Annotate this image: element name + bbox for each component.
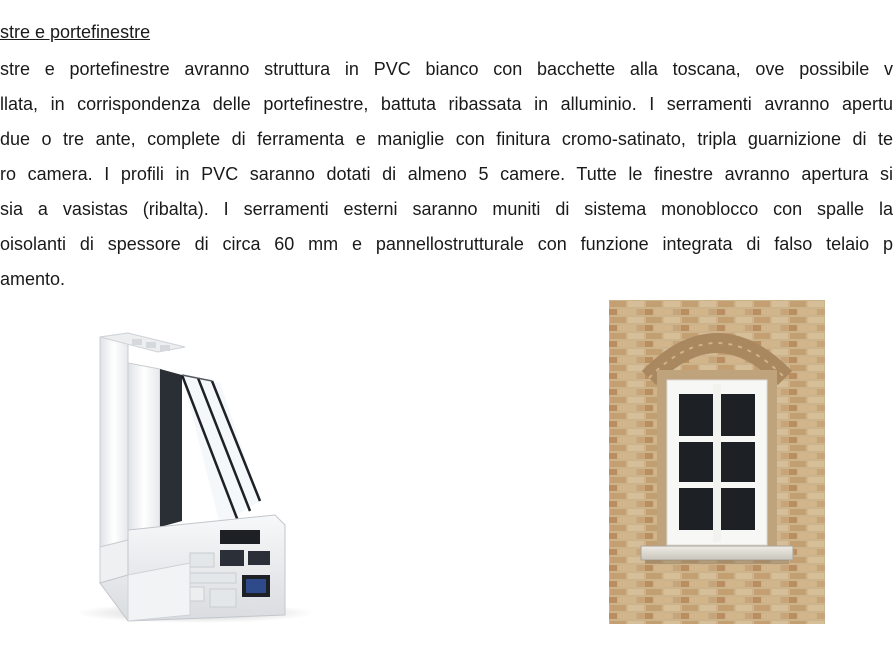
paragraph-line-4: ro camera. I profili in PVC saranno dotati di almeno 5 camere. Tutte le finestre avranno apertura si xyxy=(0,164,893,184)
paragraph-line-1: stre e portefinestre avranno struttura in PVC bianco con bacchette alla toscana, ove possibile v xyxy=(0,59,893,79)
paragraph-line-7: amento. xyxy=(0,269,66,289)
brick-wall-window-image xyxy=(609,300,825,624)
paragraph-line-5: sia a vasistas (ribalta). I serramenti esterni saranno muniti di sistema monoblocco con spalle la xyxy=(0,199,893,219)
paragraph-line-6: oisolanti di spessore di circa 60 mm e pannellostrutturale con funzione integrata di falso telaio p xyxy=(0,234,893,254)
paragraph-line-3: due o tre ante, complete di ferramenta e maniglie con finitura cromo-satinato, tripla guarnizione di te xyxy=(0,129,893,149)
paragraph-line-2: llata, in corrispondenza delle portefinestre, battuta ribassata in alluminio. I serramenti avranno apertu xyxy=(0,94,893,114)
pvc-profile-image xyxy=(70,325,320,630)
section-heading: stre e portefinestre xyxy=(0,22,151,42)
